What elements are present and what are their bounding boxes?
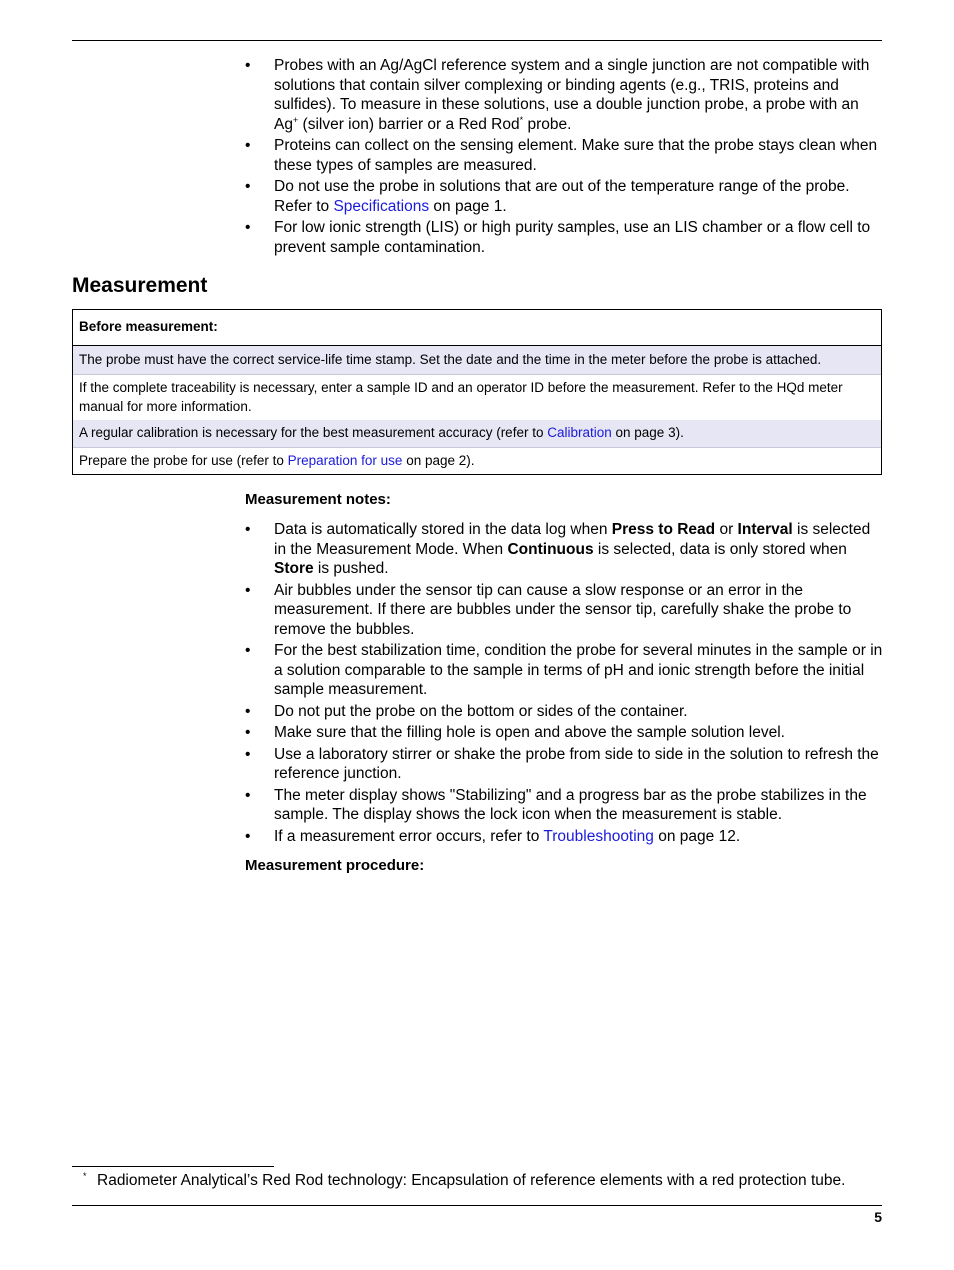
specifications-link[interactable]: Specifications: [333, 197, 430, 215]
list-item: • Air bubbles under the sensor tip can cause a slow response or an error in the measurement. If there are bubbles under the sensor tip, carefully shake the probe to remove the bubbles.: [245, 581, 852, 638]
notes-bullet-list: [245, 520, 885, 848]
section-title: Measurement: [72, 274, 208, 297]
footer-rule: [72, 1205, 882, 1206]
bullet-icon: •: [245, 521, 251, 538]
footnote: [83, 1171, 845, 1190]
bullet-icon: •: [245, 137, 251, 154]
header-rule: [72, 40, 882, 41]
bullet-icon: •: [245, 178, 251, 195]
calibration-link[interactable]: Calibration: [547, 425, 612, 441]
bullet-icon: •: [245, 745, 251, 763]
list-item: • Data is automatically stored in the data log when Press to Read or Interval is selected in the Measurement Mode. When Continuous is selected, data is only stored when Store is pushed.: [245, 521, 871, 577]
list-item: • For low ionic strength (LIS) or high purity samples, use an LIS chamber or a flow cell to prevent sample contamination.: [245, 219, 871, 256]
list-item: • For the best stabilization time, condition the probe for several minutes in the sample or in a solution comparable to the sample in terms of pH and ionic strength before the initial sample measurement.: [245, 642, 883, 698]
bullet-icon: •: [245, 702, 251, 720]
compatibility-bullet-list: [245, 56, 885, 259]
notes-heading: Measurement notes:: [245, 491, 391, 508]
table-row: The probe must have the correct service-life time stamp. Set the date and the time in the meter before the probe is attached.: [73, 346, 881, 374]
table-row: If the complete traceability is necessary, enter a sample ID and an operator ID before the measurement. Refer to the HQd meter manual for more information.: [73, 374, 881, 420]
list-item: • Do not use the probe in solutions that are out of the temperature range of the probe. Refer to Specifications on page 1.: [245, 178, 850, 215]
footnote-rule: [72, 1166, 274, 1167]
list-item: • Do not put the probe on the bottom or sides of the container.: [245, 702, 688, 720]
list-item: • Probes with an Ag/AgCl reference system and a single junction are not compatible with solutions that contain silver complexing or binding agents (e.g., TRIS, proteins and sulfides). To measure in these solutions, use a double junction probe, a probe with an Ag+ (silver ion) barrier or a Red Rod* probe.: [245, 57, 870, 133]
list-item: • Make sure that the filling hole is open and above the sample solution level.: [245, 724, 785, 741]
bullet-icon: •: [245, 724, 251, 741]
bullet-icon: •: [245, 642, 251, 659]
list-item: • Proteins can collect on the sensing element. Make sure that the probe stays clean when these types of samples are measured.: [245, 137, 878, 174]
bullet-icon: •: [245, 827, 251, 845]
before-measurement-table: [72, 309, 882, 475]
preparation-link[interactable]: Preparation for use: [287, 452, 403, 468]
bullet-icon: •: [245, 219, 251, 236]
bullet-icon: •: [245, 57, 251, 74]
bullet-icon: •: [245, 786, 251, 804]
table-header: Before measurement:: [73, 310, 881, 346]
list-item: • The meter display shows "Stabilizing" and a progress bar as the probe stabilizes in the sample. The display shows the lock icon when the measurement is stable.: [245, 786, 867, 823]
list-item: • If a measurement error occurs, refer to Troubleshooting on page 12.: [245, 827, 741, 845]
footnote-mark: *: [83, 1171, 87, 1181]
troubleshooting-link[interactable]: Troubleshooting: [543, 827, 654, 845]
table-row: A regular calibration is necessary for the best measurement accuracy (refer to Calibration on page 3).: [73, 420, 881, 447]
page-number: 5: [874, 1209, 882, 1225]
bullet-icon: •: [245, 581, 251, 599]
procedure-heading: Measurement procedure:: [245, 857, 425, 874]
table-row: Prepare the probe for use (refer to Preparation for use on page 2).: [73, 447, 881, 474]
footnote-text: Radiometer Analytical’s Red Rod technology: Encapsulation of reference elements with a red protection tube.: [97, 1172, 846, 1189]
list-item: • Use a laboratory stirrer or shake the probe from side to side in the solution to refresh the reference junction.: [245, 745, 879, 782]
